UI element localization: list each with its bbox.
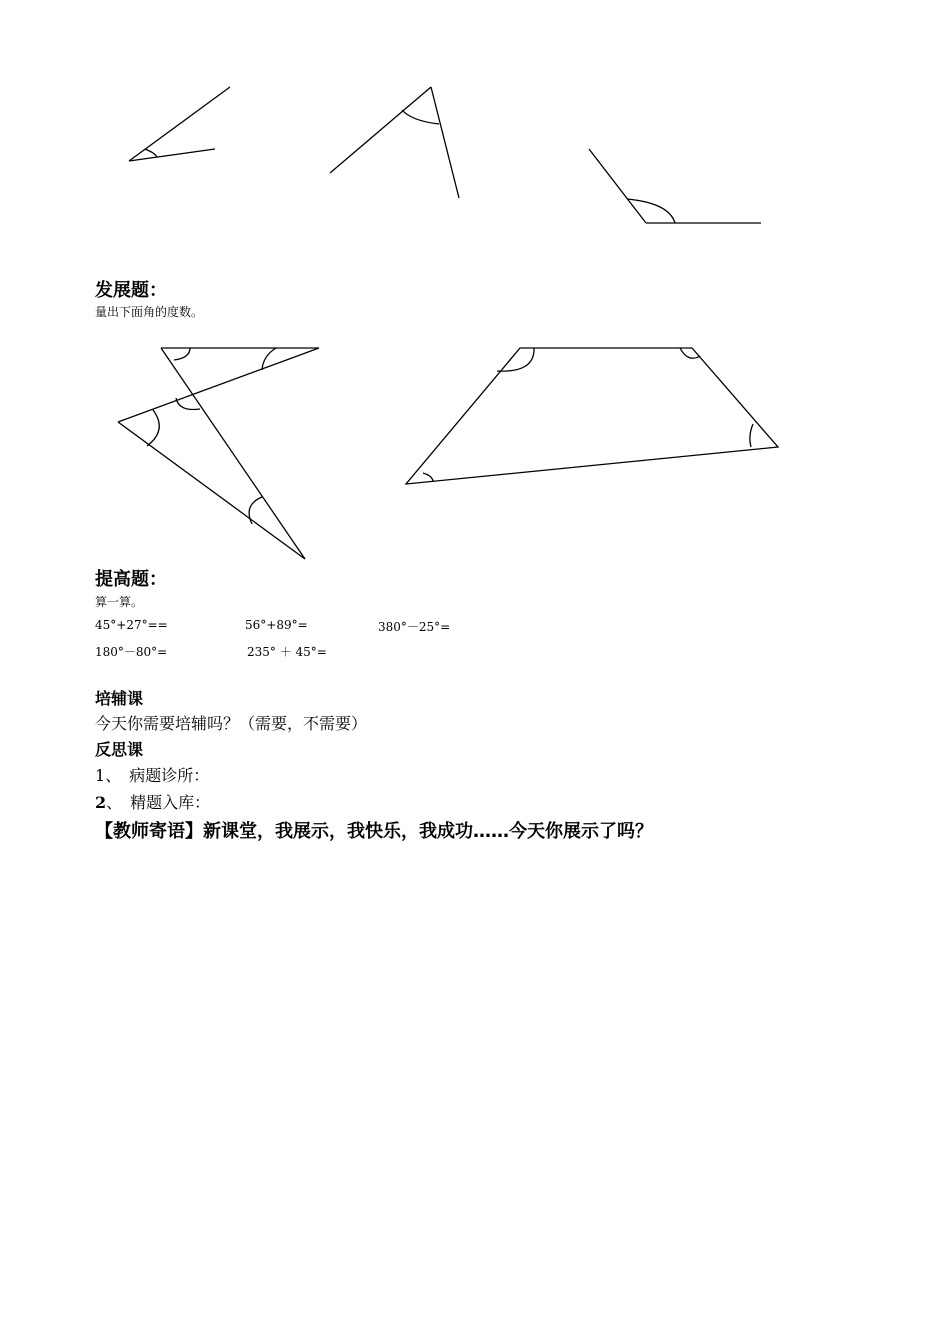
problem-2: 56°+89°= bbox=[245, 618, 308, 632]
reflection-title: 反思课 bbox=[95, 740, 144, 759]
problem-4: 180°－80°= bbox=[95, 645, 168, 659]
acute-angle bbox=[129, 87, 230, 161]
reflection-item-text: 病题诊所： bbox=[129, 766, 210, 785]
tutoring-title: 培辅课 bbox=[95, 689, 144, 708]
triangles-figure bbox=[0, 330, 360, 570]
problem-1: 45°+27°== bbox=[95, 618, 168, 632]
problem-5: 235° ＋ 45°= bbox=[247, 645, 327, 659]
triangle-lower bbox=[118, 422, 305, 559]
teacher-message: 【教师寄语】新课堂，我展示，我快乐，我成功……今天你展示了吗？ bbox=[95, 821, 653, 842]
obtuse-angle bbox=[589, 149, 761, 223]
develop-title: 发展题： bbox=[95, 280, 167, 301]
reflection-item bbox=[95, 763, 209, 786]
triangle-upper bbox=[118, 348, 319, 559]
improve-instruction: 算一算。 bbox=[95, 595, 144, 609]
reflection-item-sep: 、 bbox=[106, 793, 123, 812]
reflection-item-text: 精题入库： bbox=[130, 793, 211, 812]
reflection-item-number: 1 bbox=[95, 766, 106, 785]
problem-3: 380°－25°= bbox=[378, 620, 451, 634]
reflection-item-sep: 、 bbox=[105, 766, 122, 785]
reflection-item-number: 2 bbox=[95, 793, 107, 812]
tutoring-question: 今天你需要培辅吗？（需要，不需要） bbox=[95, 714, 368, 733]
quadrilateral-figure bbox=[400, 340, 790, 490]
develop-instruction: 量出下面角的度数。 bbox=[95, 305, 204, 319]
angle-figures-top bbox=[0, 0, 950, 260]
improve-title: 提高题： bbox=[95, 569, 167, 590]
reflection-item bbox=[95, 790, 210, 813]
angle-2 bbox=[330, 87, 459, 198]
